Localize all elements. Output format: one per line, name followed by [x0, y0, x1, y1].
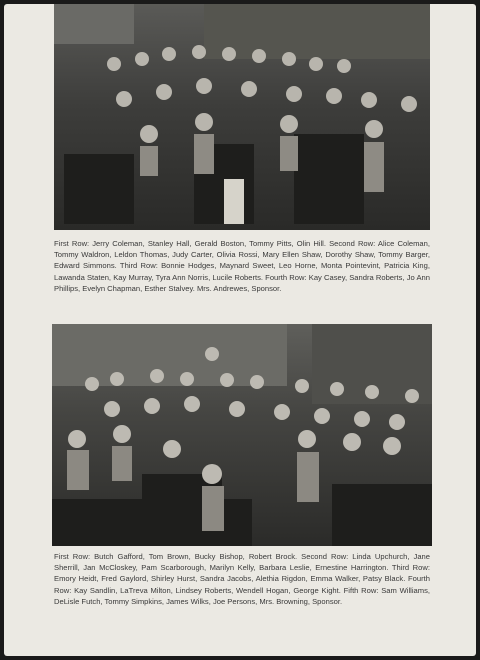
classroom-image-bottom	[52, 324, 432, 546]
photo-caption-top: First Row: Jerry Coleman, Stanley Hall, Gerald Boston, Tommy Pitts, Olin Hill. Second Row: Alice Coleman, Tommy Waldron, Leldon Thomas, Judy Carter, Olivia Rossi, Mary Ellen Shaw, Dorothy Shaw, Tommy Barger, Edward Simmons. Third Row: Bonnie Hodges, Maynard Sweet, Leo Horne, Monta Pointevint, Patricia King, Lawanda Staten, Kay Murray, Tyra Ann Norris, Lucile Roberts. Fourth Row: Kay Casey, Sandra Roberts, Jo Ann Phillips, Evelyn Chapman, Esther Stalvey. Mrs. Andrewes, Sponsor.	[54, 239, 430, 293]
yearbook-page	[4, 4, 476, 656]
photo-caption-bottom: First Row: Butch Gafford, Tom Brown, Bucky Bishop, Robert Brock. Second Row: Linda Upchurch, Jane Sherrill, Jan McCloskey, Pam Scarborough, Marilyn Kelly, Barbara Leslie, Ernestine Harrington. Third Row: Emory Heidt, Fred Gaylord, Shirley Hurst, Sandra Jacobs, Alethia Rigdon, Emma Walker, Patsy Black. Fourth Row: Kay Sandlin, LaTreva Milton, Lindsey Roberts, Wendell Hogan, George Kight. Fifth Row: Sam Williams, DeLisle Futch, Tommy Simpkins, James Wilks, Joe Persons, Mrs. Browning, Sponsor.	[54, 552, 430, 606]
class-photo-top	[54, 4, 430, 230]
classroom-image-top	[54, 4, 430, 230]
class-photo-bottom	[52, 324, 432, 546]
